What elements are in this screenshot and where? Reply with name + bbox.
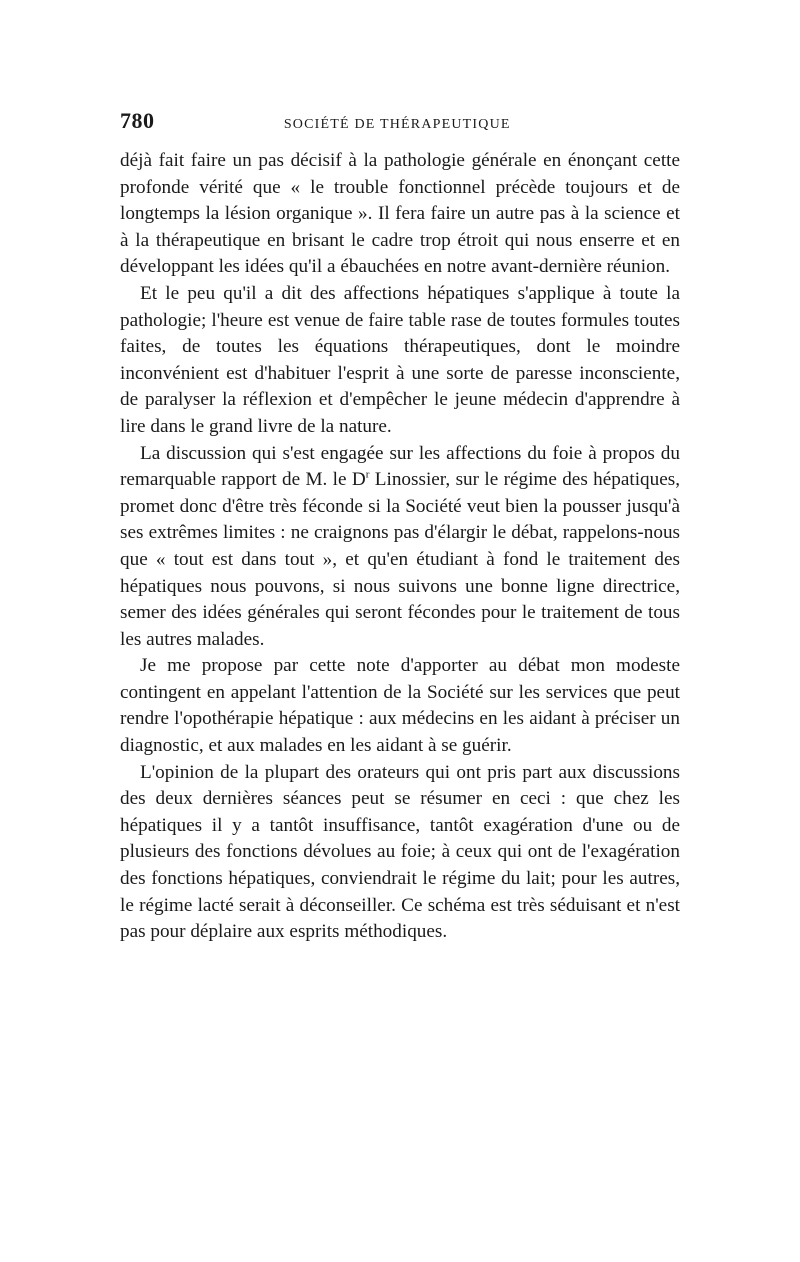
doctor-abbrev-superscript: r <box>365 468 370 481</box>
page-header <box>120 108 680 148</box>
paragraph-5: L'opinion de la plupart des orateurs qui ont pris part aux discussions des deux dernières séances peut se résumer en ceci : que chez les hépatiques il y a tantôt insuffisance, tantôt exagération d'une ou de plusieurs des fonctions dévolues au foie; à ceux qui ont de l'exagération des fonctions hépatiques, conviendrait le régime du lait; pour les autres, le régime lacté serait à déconseiller. Ce schéma est très séduisant et n'est pas pour déplaire aux esprits méthodiques. <box>120 761 680 943</box>
body-text <box>120 148 680 946</box>
paragraph-1: déjà fait faire un pas décisif à la pathologie générale en énonçant cette profonde vérité que « le trouble fonctionnel précède toujours et de longtemps la lésion organique ». Il fera faire un autre pas à la science et à la thérapeutique en brisant le cadre trop étroit qui nous enserre et en développant les idées qu'il a ébauchées en notre avant-dernière réunion. <box>120 150 680 278</box>
paragraph-2: Et le peu qu'il a dit des affections hépatiques s'applique à toute la pathologie; l'heure est venue de faire table rase de toutes formules toutes faites, de toutes les équations thérapeutiques, dont le moindre inconvénient est d'habituer l'esprit à une sorte de paresse inconsciente, de paralyser la réflexion et d'empêcher le jeune médecin d'apprendre à lire dans le grand livre de la nature. <box>120 282 680 437</box>
paragraph-3 <box>120 441 680 654</box>
paragraph-4: Je me propose par cette note d'apporter au débat mon modeste contingent en appelant l'attention de la Société sur les services que peut rendre l'opothérapie hépatique : aux médecins en les aidant à préciser un diagnostic, et aux malades en les aidant à se guérir. <box>120 655 680 757</box>
book-page <box>120 108 680 946</box>
paragraph-3-text-after: Linossier, sur le régime des hépatiques, promet donc d'être très féconde si la Société veut bien la pousser jusqu'à ses extrêmes limites : ne craignons pas d'élargir le débat, rappelons-nous que « tout est dans tout », et qu'en étudiant à fond le traitement des hépatiques nous pouvons, si nous suivons une bonne ligne directrice, semer des idées générales qui seront fécondes pour le traitement de tous les autres malades. <box>120 469 680 650</box>
paragraph-3-text-before: La discussion qui s'est engagée sur les affections du foie à propos du remarquable rapport de M. le D <box>120 442 680 491</box>
running-title: SOCIÉTÉ DE THÉRAPEUTIQUE <box>283 117 511 132</box>
page-number: 780 <box>120 108 155 133</box>
